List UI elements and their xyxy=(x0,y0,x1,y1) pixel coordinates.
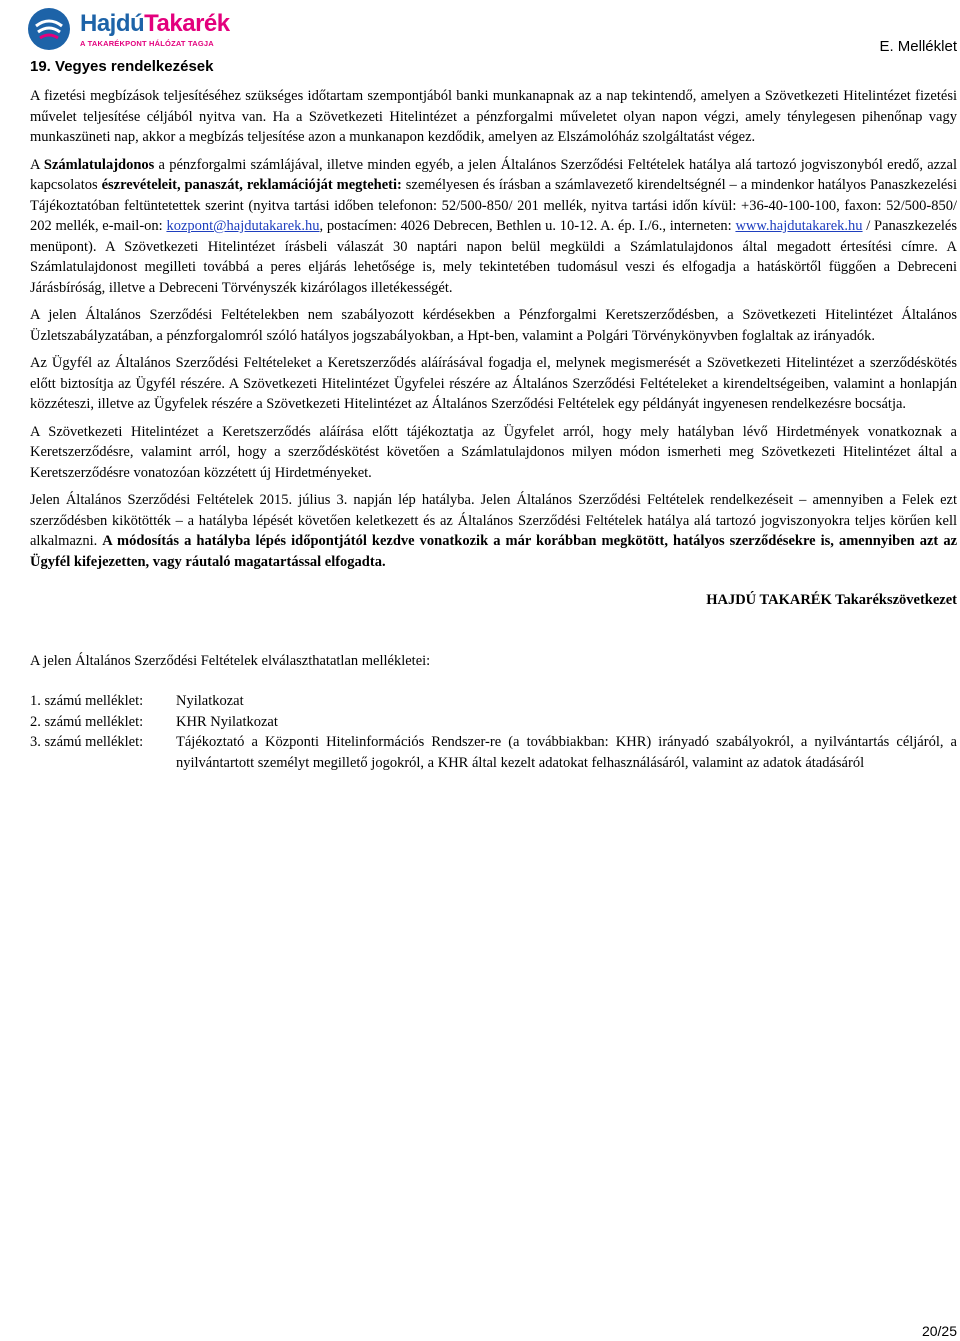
bold-run: A módosítás a hatályba lépés időpontjától kezdve vonatkozik a már korábban megkötött, hatályos szerződésekre is, amennyiben azt az Ügyfél kifejezetten, vagy ráutaló magatartással elfogadta. xyxy=(30,533,958,570)
attachment-title: Tájékoztató a Központi Hitelinformációs Rendszer-re (a továbbiakban: KHR) irányadó szabályokról, a nyilvántartás céljáról, a nyilvántartott személyt megillető jogokról, a KHR által kezelt adatokat felhasználásáról, valamint az adatok átadásáról xyxy=(176,734,957,771)
text-run: a pénzforgalmi számlájával, illetve minden egyéb, a jelen Általános Szerződési Feltételek hatálya alá tartozó jogviszonyból eredő, azzal kapcsolatos xyxy=(30,156,957,193)
section-title: 19. Vegyes rendelkezések xyxy=(30,58,214,75)
paragraph-business-day: A fizetési megbízások teljesítéséhez szükséges időtartam szempontjából banki munkanapnak az a nap tekintendő, amelyen a Szövetkezeti Hitelintézet fizetési művelet teljesítése céljából nyitva van. Ha a Szövetkezeti Hitelintézet a pénzforgalmi műveletet olyan napon végzi, amely ténylegesen pihenőnap vagy munkaszüneti nap, akkor a megbízás teljesítése azon a munkanapon kezdődik, amelyen az Elszámolóház szolgáltatást végez. xyxy=(30,88,957,145)
text-run: , postacímen: 4026 Debrecen, Bethlen u. 10-12. A. ép. I./6., interneten: xyxy=(319,218,736,234)
attachment-item xyxy=(30,732,957,773)
attachment-title: Nyilatkozat xyxy=(176,693,244,709)
logo-tagline: A TAKARÉKPONT HÁLÓZAT TAGJA xyxy=(80,39,214,48)
email-link[interactable]: kozpont@hajdutakarek.hu xyxy=(166,218,320,234)
attachment-number: 1. számú melléklet: xyxy=(30,693,144,709)
hajdu-takarek-logo xyxy=(26,6,230,52)
hajdu-takarek-logo-icon xyxy=(26,6,72,52)
attachment-title: KHR Nyilatkozat xyxy=(176,713,278,730)
paragraph-complaints xyxy=(30,155,957,299)
paragraph-effective-date xyxy=(30,490,957,572)
attachment-number: 2. számú melléklet: xyxy=(30,713,144,730)
bold-run: Számlatulajdonos xyxy=(43,156,155,173)
text-run: A xyxy=(30,156,44,173)
paragraph-acceptance: Az Ügyfél az Általános Szerződési Feltételeket a Keretszerződés aláírásával fogadja el, melynek megismerését a Szövetkezeti Hitelintézet a szerződéskötés előtt biztosítja az Ügyfél részére. A Szövetkezeti Hitelintézet Ügyfelei részére az Általános Szerződési Feltételeket a kirendeltségeiben, valamint a honlapján közzéteszi, illetve az Ügyfelek részére a Szövetkezeti Hitelintézet az Általános Szerződési Feltételek egy példányát ingyenesen rendelkezésre bocsátja. xyxy=(30,355,957,412)
text-run: Jelen Általános Szerződési Feltételek 2015. július 3. napján lép hatályba. Jelen Általános Szerződési Feltételek rendelkezéseit – amennyiben a Felek ezt szerződésben kikötötték – a hatályba lépését követően keletkezett és az Általános Szerződési Feltételek hatálya alá tartozó jogviszonyokra teljes körűen kell alkalmazni. xyxy=(30,492,957,549)
text-run: személyesen és írásban a számlavezető kirendeltségnél – a mindenkor hatályos Panaszkezelési Tájékoztatóban feltüntetettek szerint (nyitva tartási időben telefonon: 52/500-850/ 201 mellék, nyitva tartási időn kívül: +36-40-100-100, faxon: 52/500-850/ 202 mellék, e-mail-on: xyxy=(30,177,957,234)
logo-brand-right: Takarék xyxy=(144,10,230,37)
paragraph-announcements: A Szövetkezeti Hitelintézet a Keretszerződés aláírása előtt tájékoztatja az Ügyfelet arról, hogy mely hatályban lévő Hirdetmények vonatkoznak a Keretszerződésre, valamint arról, hogy a szerződéskötést követően a Számlatulajdonos milyen módon ismerheti meg Szövetkezeti Hitelintézet által a Keretszerződésre vonatozóan közzétett új Hirdetményeket. xyxy=(30,423,957,481)
text-run: / Panaszkezelés menüpont). A Szövetkezeti Hitelintézet írásbeli válaszát 30 naptári napon belül megküldi a Számlatulajdonos által megadott értesítési címre. A Számlatulajdonost megilleti továbbá a peres eljárás lehetősége is, mely tekintetében tudomásul veszi és elfogadja a hatáskörtől függően a Debreceni Járásbíróság, illetve a Debreceni Törvényszék kizárólagos illetékességét. xyxy=(30,218,957,296)
logo-wordmark xyxy=(80,10,230,38)
attachment-item xyxy=(30,691,957,712)
appendix-label: E. Melléklet xyxy=(879,38,957,55)
website-link[interactable]: www.hajdutakarek.hu xyxy=(735,218,863,234)
bold-run: észrevételeit, panaszát, reklamációját megteheti: xyxy=(101,177,402,193)
attachments-intro: A jelen Általános Szerződési Feltételek elválaszthatatlan mellékletei: xyxy=(30,652,431,669)
paragraph-governing-rules: A jelen Általános Szerződési Feltételekben nem szabályozott kérdésekben a Pénzforgalmi Keretszerződésben, a Szövetkezeti Hitelintézet Általános Üzletszabályzatában, a pénzforgalomról szóló hatályos jogszabályokban, a Hpt-ben, valamint a Polgári Törvénykönyvben foglaltak az irányadók. xyxy=(30,307,957,344)
document-body xyxy=(30,86,957,773)
page-number: 20/25 xyxy=(921,1323,957,1339)
attachment-number: 3. számú melléklet: xyxy=(30,734,144,750)
signature: HAJDÚ TAKARÉK Takarékszövetkezet xyxy=(706,592,957,608)
logo-brand-left: Hajdú xyxy=(80,10,145,37)
attachment-item xyxy=(30,712,957,733)
